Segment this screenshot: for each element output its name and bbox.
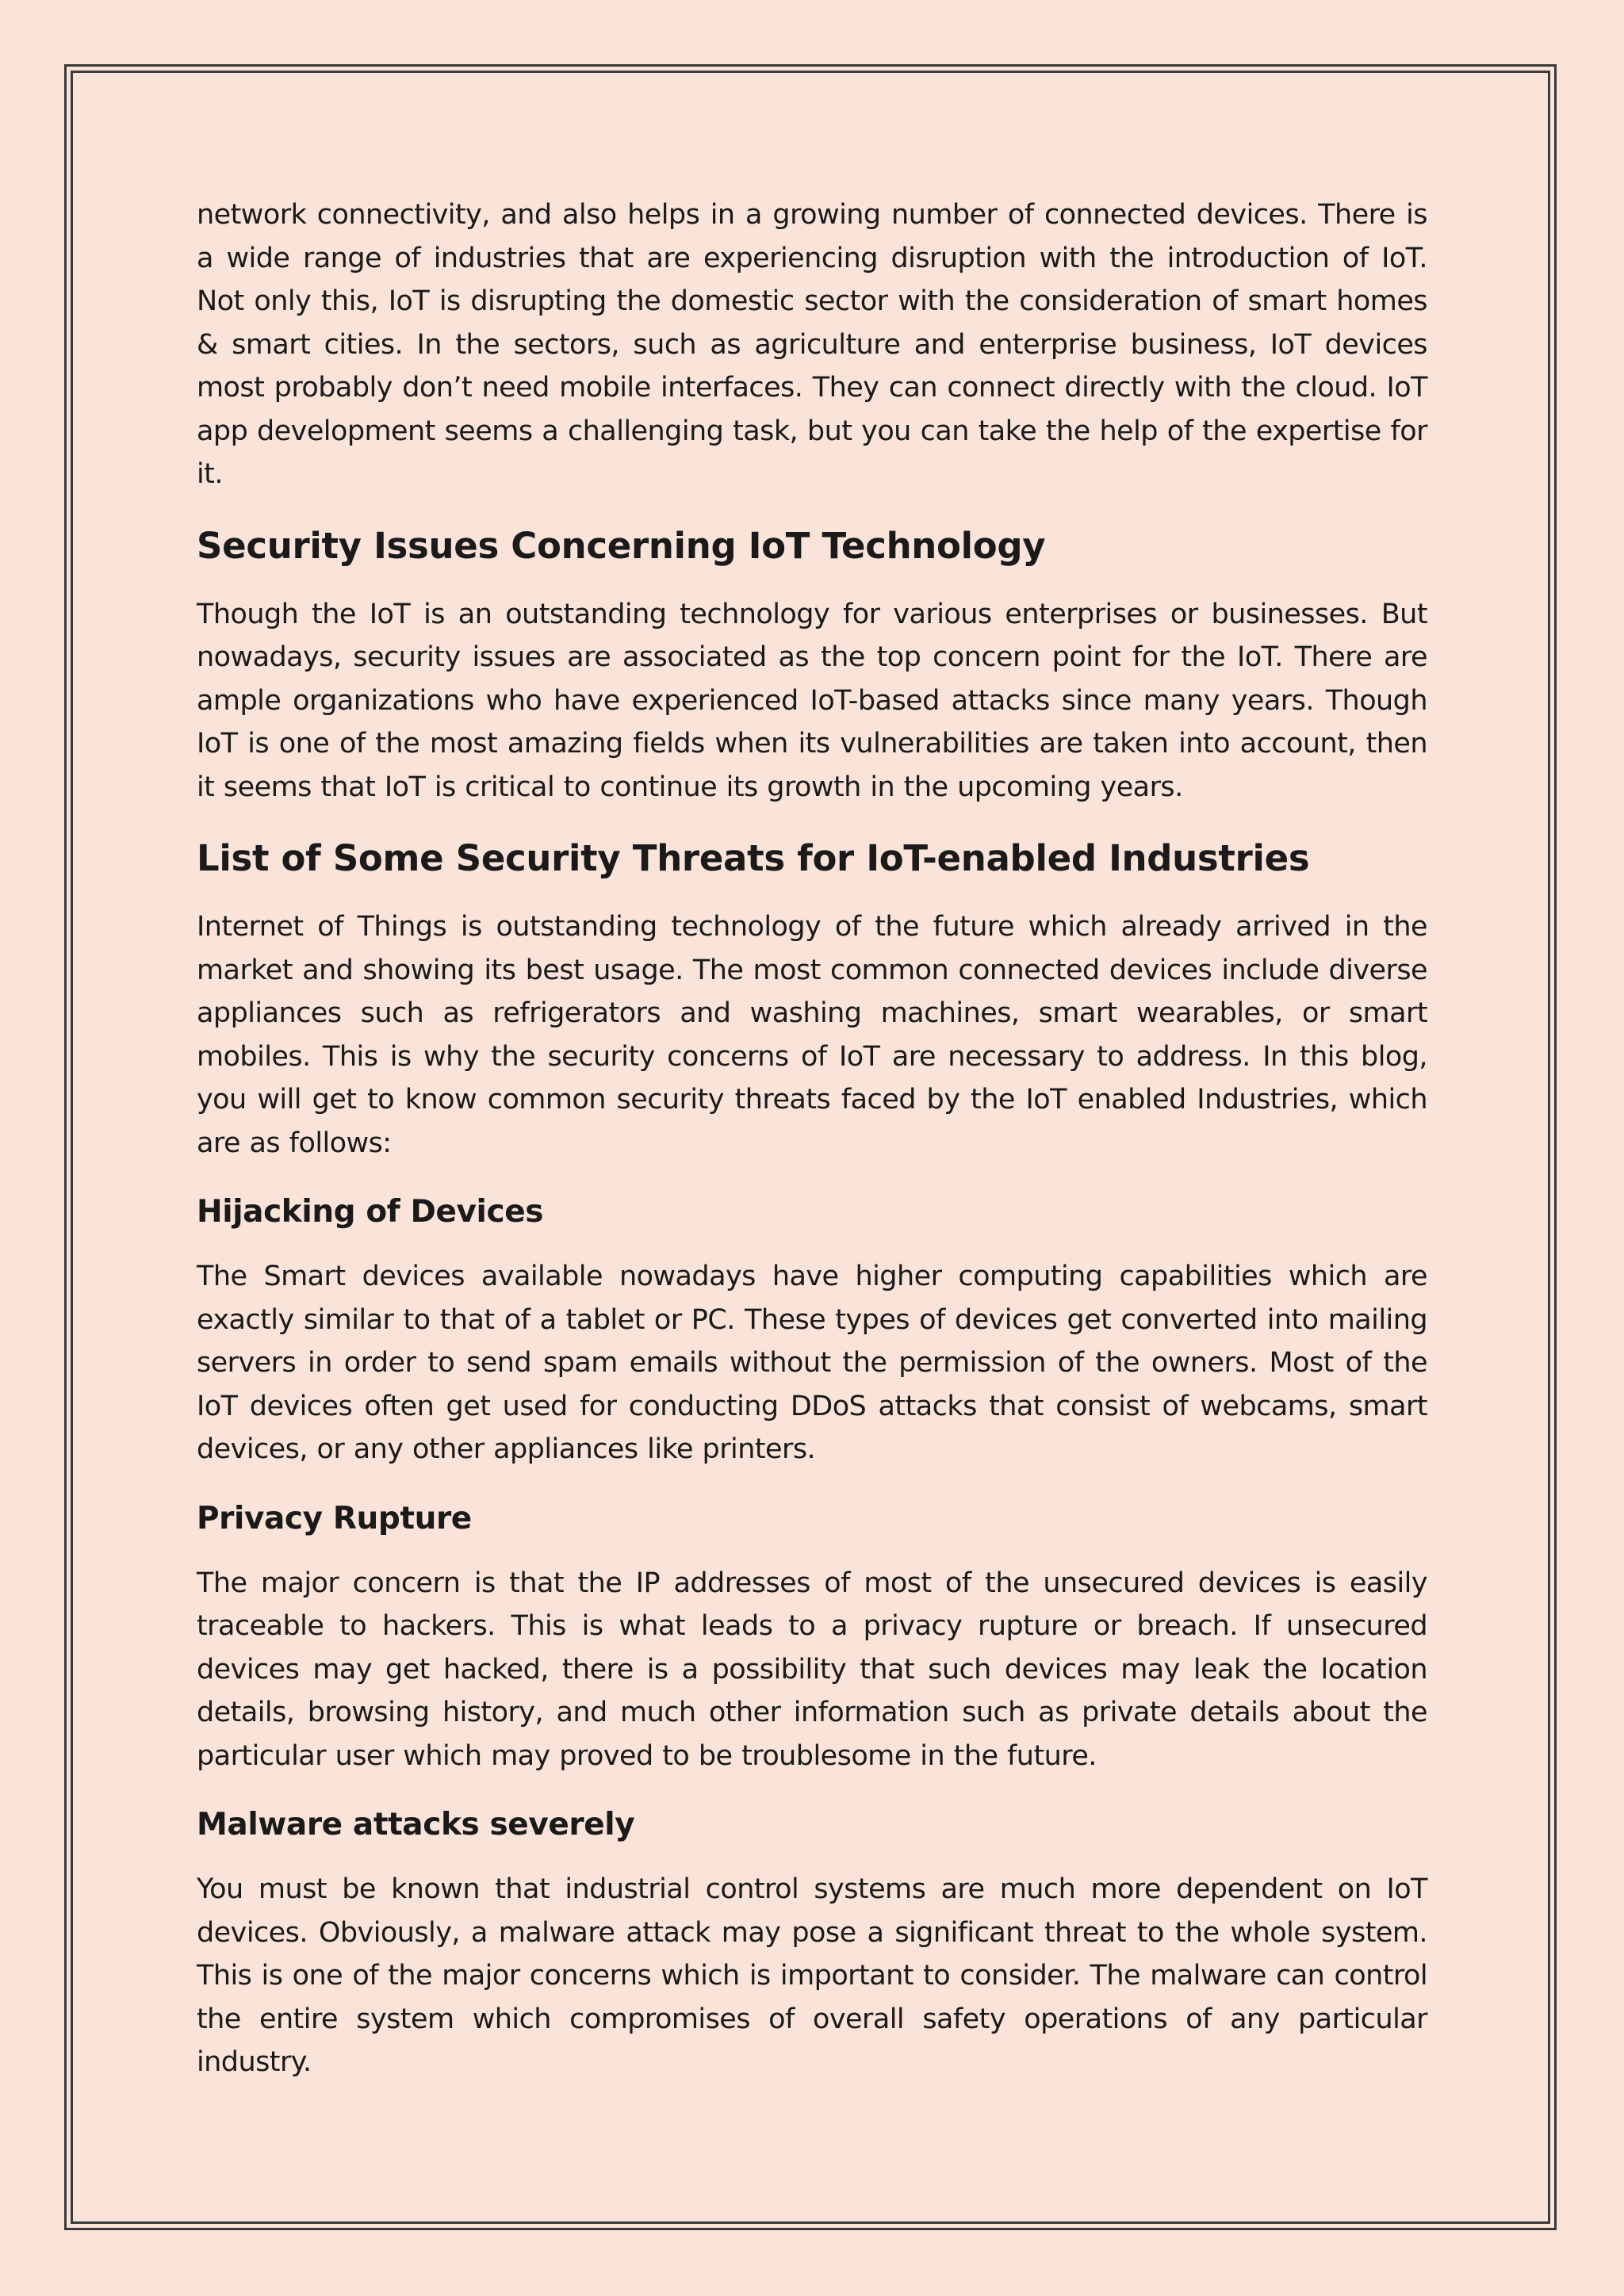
security-issues-paragraph: Though the IoT is an outstanding technology for various enterprises or businesses. But nowadays, security issues are associated as the top concern point for the IoT. There are ample organizations who have experienced IoT-based attacks since many years. Though IoT is one of the most amazing fields when its vulnerabilities are taken into account, then it seems that IoT is critical to continue its growth in the upcoming years. <box>197 598 1427 803</box>
intro-paragraph: network connectivity, and also helps in a growing number of connected devices. There is a wide range of industries that are experiencing disruption with the introduction of IoT. Not only this, IoT is disrupting the domestic sector with the consideration of smart homes & smart cities. In the sectors, such as agriculture and enterprise business, IoT devices most probably don’t need mobile interfaces. They can connect directly with the cloud. IoT app development seems a challenging task, but you can take the help of the expertise for it. <box>197 199 1427 490</box>
hijacking-heading: Hijacking of Devices <box>197 1194 544 1230</box>
privacy-heading: Privacy Rupture <box>197 1500 472 1536</box>
hijacking-paragraph: The Smart devices available nowadays have higher computing capabilities which are exactly similar to that of a tablet or PC. These types of devices get converted into mailing servers in order to send spam emails without the permission of the owners. Most of the IoT devices often get used for conducting DDoS attacks that consist of webcams, smart devices, or any other appliances like printers. <box>197 1261 1427 1465</box>
security-issues-heading: Security Issues Concerning IoT Technology <box>197 524 1046 567</box>
malware-paragraph: You must be known that industrial control systems are much more dependent on IoT devices. Obviously, a malware attack may pose a significant threat to the whole system. This is one of the major concerns which is important to consider. The malware can control the entire system which compromises of overall safety operations of any particular industry. <box>197 1873 1427 2078</box>
document-body <box>197 193 1427 2110</box>
malware-heading: Malware attacks severely <box>197 1807 635 1843</box>
privacy-paragraph: The major concern is that the IP addresses of most of the unsecured devices is easily traceable to hackers. This is what leads to a privacy rupture or breach. If unsecured devices may get hacked, there is a possibility that such devices may leak the location details, browsing history, and much other information such as private details about the particular user which may proved to be troublesome in the future. <box>197 1567 1427 1772</box>
threats-list-paragraph: Internet of Things is outstanding technology of the future which already arrived in the market and showing its best usage. The most common connected devices include diverse appliances such as refrigerators and washing machines, smart wearables, or smart mobiles. This is why the security concerns of IoT are necessary to address. In this blog, you will get to know common security threats faced by the IoT enabled Industries, which are as follows: <box>197 911 1427 1159</box>
threats-list-heading: List of Some Security Threats for IoT-enabled Industries <box>197 837 1310 879</box>
